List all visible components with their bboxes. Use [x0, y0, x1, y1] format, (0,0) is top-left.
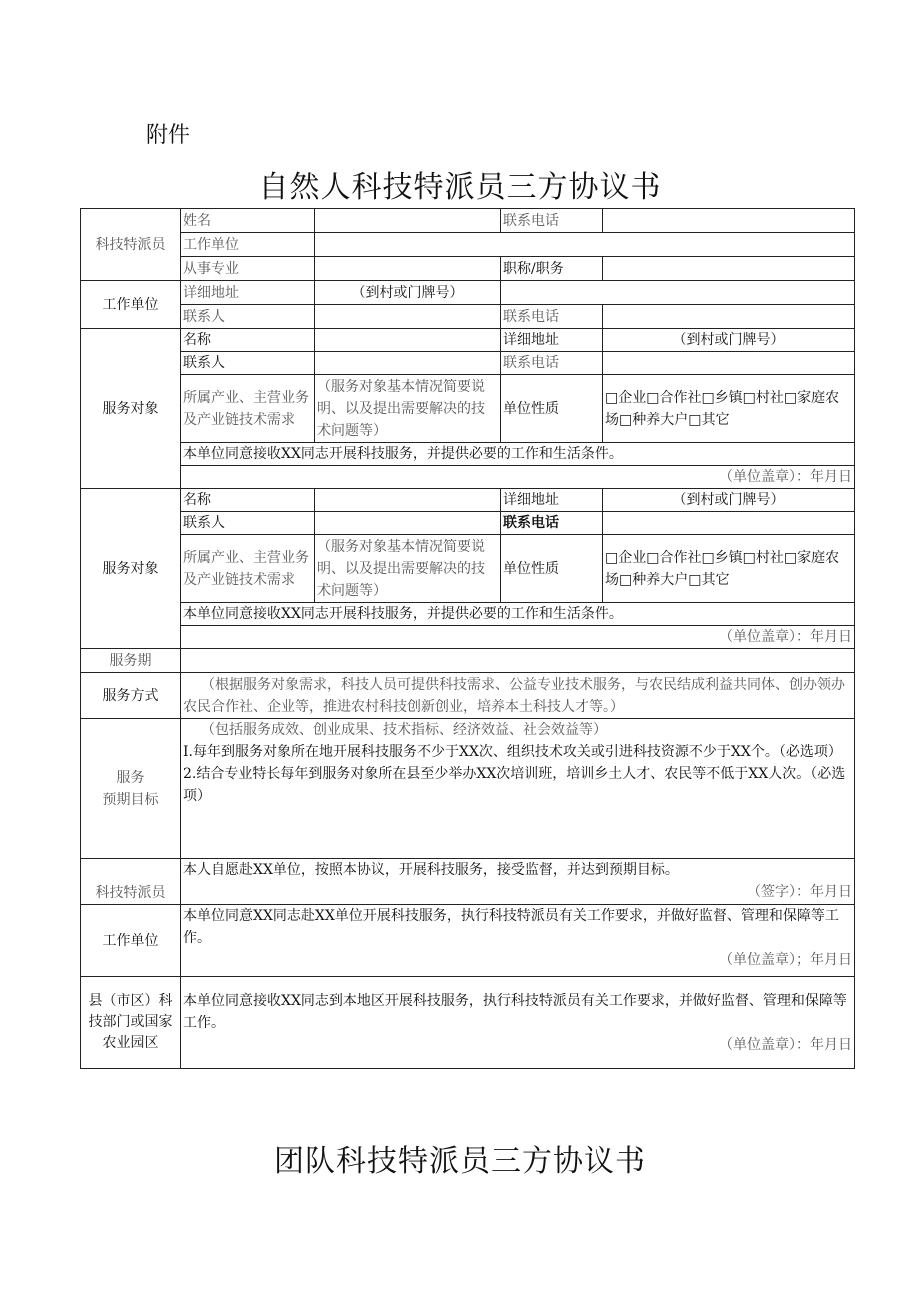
target2-nature-label: 单位性质: [501, 535, 603, 603]
agent-name-label: 姓名: [181, 209, 315, 233]
target1-phone-label: 联系电话: [501, 352, 603, 375]
goals-item-1: I.每年到服务对象所在地开展科技服务不少于XX次、组织技术攻关或引进科技资源不少于XX个。（必选项）: [183, 744, 842, 760]
target2-industry-hint[interactable]: （服务对象基本情况简要说明、以及提出需要解决的技术问题等）: [315, 535, 501, 603]
second-title: 团队科技特派员三方协议书: [274, 1144, 646, 1179]
unit-section-label: 工作单位: [81, 281, 181, 329]
sign-unit-label: 工作单位: [81, 905, 181, 977]
unit-address-field[interactable]: （到村或门牌号）: [315, 281, 501, 305]
target1-nature-label: 单位性质: [501, 375, 603, 443]
target1-industry-hint[interactable]: （服务对象基本情况简要说明、以及提出需要解决的技术问题等）: [315, 375, 501, 443]
sign-county-cell: [181, 977, 855, 1069]
target2-address-field[interactable]: （到村或门牌号）: [603, 489, 855, 512]
target1-address-label: 详细地址: [501, 329, 603, 352]
agent-major-field[interactable]: [315, 257, 501, 281]
goals-label: [81, 719, 181, 859]
target1-contact-field[interactable]: [315, 352, 501, 375]
sign-agent-text: 本人自愿赴XX单位，按照本协议，开展科技服务，接受监督，并达到预期目标。: [183, 862, 679, 878]
period-label: 服务期: [81, 649, 181, 673]
goals-intro: （包括服务成效、创业成果、技术指标、经济效益、社会效益等）: [201, 722, 607, 738]
target1-name-field[interactable]: [315, 329, 501, 352]
sign-unit-cell: [181, 905, 855, 977]
target2-nature-options[interactable]: □企业□合作社□乡镇□村社□家庭农场□种养大户□其它: [603, 535, 855, 603]
target2-address-label: 详细地址: [501, 489, 603, 512]
sign-unit-text: 本单位同意XX同志赴XX单位开展科技服务，执行科技特派员有关工作要求，并做好监督、管理和保障等工作。: [183, 908, 839, 946]
unit-contact-label: 联系人: [181, 305, 315, 329]
sign-agent-label: 科技特派员: [81, 859, 181, 905]
sign-agent-signature[interactable]: （签字）：年月日: [747, 884, 852, 900]
agent-position-field[interactable]: [603, 257, 855, 281]
sign-agent-cell: [181, 859, 855, 905]
agent-position-label: 职称/职务: [501, 257, 603, 281]
agent-phone-label: 联系电话: [501, 209, 603, 233]
unit-address-extra: [501, 281, 855, 305]
method-label: 服务方式: [81, 673, 181, 719]
target1-address-field[interactable]: （到村或门牌号）: [603, 329, 855, 352]
sign-county-label: 县（市区）科技部门或国家农业园区: [81, 977, 181, 1069]
target2-name-label: 名称: [181, 489, 315, 512]
unit-address-label: 详细地址: [181, 281, 315, 305]
target2-contact-field[interactable]: [315, 512, 501, 535]
target1-seal-line: （单位盖章）：年月日: [181, 466, 855, 489]
goals-content[interactable]: [181, 719, 855, 859]
unit-contact-field[interactable]: [315, 305, 501, 329]
period-field[interactable]: [181, 649, 855, 673]
target1-consent-text: 本单位同意接收XX同志开展科技服务，并提供必要的工作和生活条件。: [181, 443, 855, 466]
agent-unit-label: 工作单位: [181, 233, 315, 257]
sign-county-text: 本单位同意接收XX同志到本地区开展科技服务，执行科技特派员有关工作要求，并做好监督、管理和保障等工作。: [183, 992, 847, 1031]
unit-phone-field[interactable]: [603, 305, 855, 329]
target2-section-label: 服务对象: [81, 489, 181, 649]
target1-section-label: 服务对象: [81, 329, 181, 489]
goals-label-line1: 服务: [116, 769, 145, 786]
target1-nature-options[interactable]: □企业□合作社□乡镇□村社□家庭农场□种养大户□其它: [603, 375, 855, 443]
target2-name-field[interactable]: [315, 489, 501, 512]
attachment-label: 附件: [146, 123, 191, 148]
target1-contact-label: 联系人: [181, 352, 315, 375]
target1-name-label: 名称: [181, 329, 315, 352]
target1-industry-label: 所属产业、主营业务及产业链技术需求: [181, 375, 315, 443]
agent-major-label: 从事专业: [181, 257, 315, 281]
method-text[interactable]: （根据服务对象需求，科技人员可提供科技需求、公益专业技术服务，与农民结成利益共同体、创办领办农民合作社、企业等，推进农村科技创新创业，培养本土科技人才等。）: [181, 673, 855, 719]
agreement-form: [80, 208, 855, 1069]
agent-section-label: 科技特派员: [81, 209, 181, 281]
goals-label-line2: 预期目标: [102, 791, 159, 808]
target2-seal-line: （单位盖章）：年月日: [181, 626, 855, 649]
goals-item-2: 2.结合专业特长每年到服务对象所在县至少举办XX次培训班，培训乡土人才、农民等不低于XX人次。（必选项）: [183, 766, 846, 804]
target1-phone-field[interactable]: [603, 352, 855, 375]
target2-phone-field[interactable]: [603, 512, 855, 535]
sign-unit-seal[interactable]: （单位盖章）；年月日: [719, 952, 852, 968]
unit-phone-label: 联系电话: [501, 305, 603, 329]
page-title: 自然人科技特派员三方协议书: [258, 170, 662, 205]
sign-county-seal[interactable]: （单位盖章）：年月日: [719, 1036, 852, 1053]
agent-unit-field[interactable]: [315, 233, 855, 257]
target2-consent-text: 本单位同意接收XX同志开展科技服务，并提供必要的工作和生活条件。: [181, 603, 855, 626]
target2-industry-label: 所属产业、主营业务及产业链技术需求: [181, 535, 315, 603]
agent-phone-field[interactable]: [603, 209, 855, 233]
agent-name-field[interactable]: [315, 209, 501, 233]
target2-contact-label: 联系人: [181, 512, 315, 535]
target2-phone-label: 联系电话: [501, 512, 603, 535]
